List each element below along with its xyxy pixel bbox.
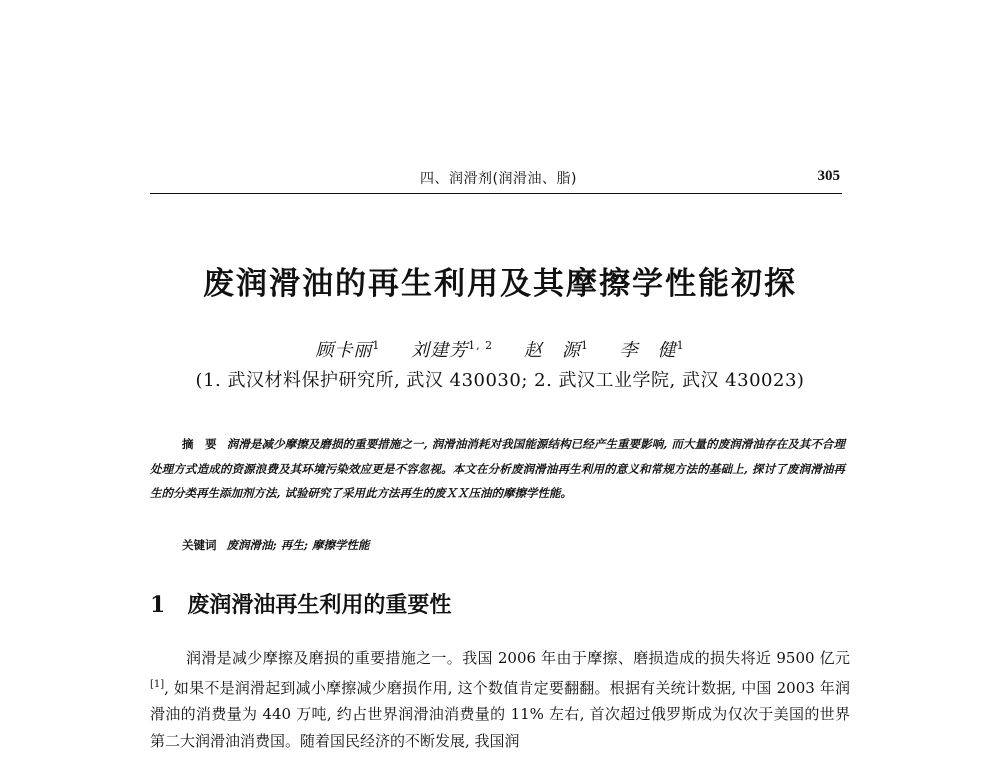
abstract-text: 润滑是减少摩擦及磨损的重要措施之一, 润滑油消耗对我国能源结构已经产生重要影响, 而大量的废润滑油存在及其不合理处理方式造成的资源浪费及其环境污染效应更是不容忽视。本文在分析废润滑油再生利用的意义和常规方法的基础上, 探讨了废润滑油再生的分类再生添加剂方法, 试验研究了采用此方法再生的废ＸＸ压油的摩擦学性能。 [150,437,846,500]
section-number: 1 [150,592,166,618]
keywords [182,537,782,553]
paper-title: 废润滑油的再生利用及其摩擦学性能初探 [203,266,797,302]
abstract-label: 摘 要 [182,437,217,451]
page-number: 305 [817,168,840,184]
header-section-title: 四、润滑剂(润滑油、脂) [420,171,577,187]
keywords-label: 关键词 [182,538,217,552]
author: 顾卡丽$^1$ [315,339,381,361]
section-title: 废润滑油再生利用的重要性 [187,592,452,618]
author: 赵 源$^1$ [523,339,589,361]
section-heading [150,588,451,619]
body-paragraph: 润滑是减少摩擦及磨损的重要措施之一。我国 2006 年由于摩擦、磨损造成的损失将近 9500 亿元[1], 如果不是润滑起到减小摩擦减少磨损作用, 这个数值肯定要翻翻。根据有关统计数据, 中国 2003 年润滑油的消费量为 440 万吨, 约占世界润滑油消费量的 11% 左右, 首次超过俄罗斯成为仅次于美国的世界第二大润滑油消费国。随着国民经济的不断发展, 我国润 [150,649,850,750]
running-header [150,168,840,192]
keywords-text: 废润滑油; 再生; 摩擦学性能 [226,538,370,552]
header-divider [150,193,842,194]
author-list [0,336,1000,362]
abstract [150,432,845,506]
author: 刘建芳$^{1, 2}$ [411,339,494,361]
citation: [1] [150,678,165,690]
author: 李 健$^1$ [619,339,685,361]
affiliation: (1. 武汉材料保护研究所, 武汉 430030; 2. 武汉工业学院, 武汉 430023) [195,370,805,391]
